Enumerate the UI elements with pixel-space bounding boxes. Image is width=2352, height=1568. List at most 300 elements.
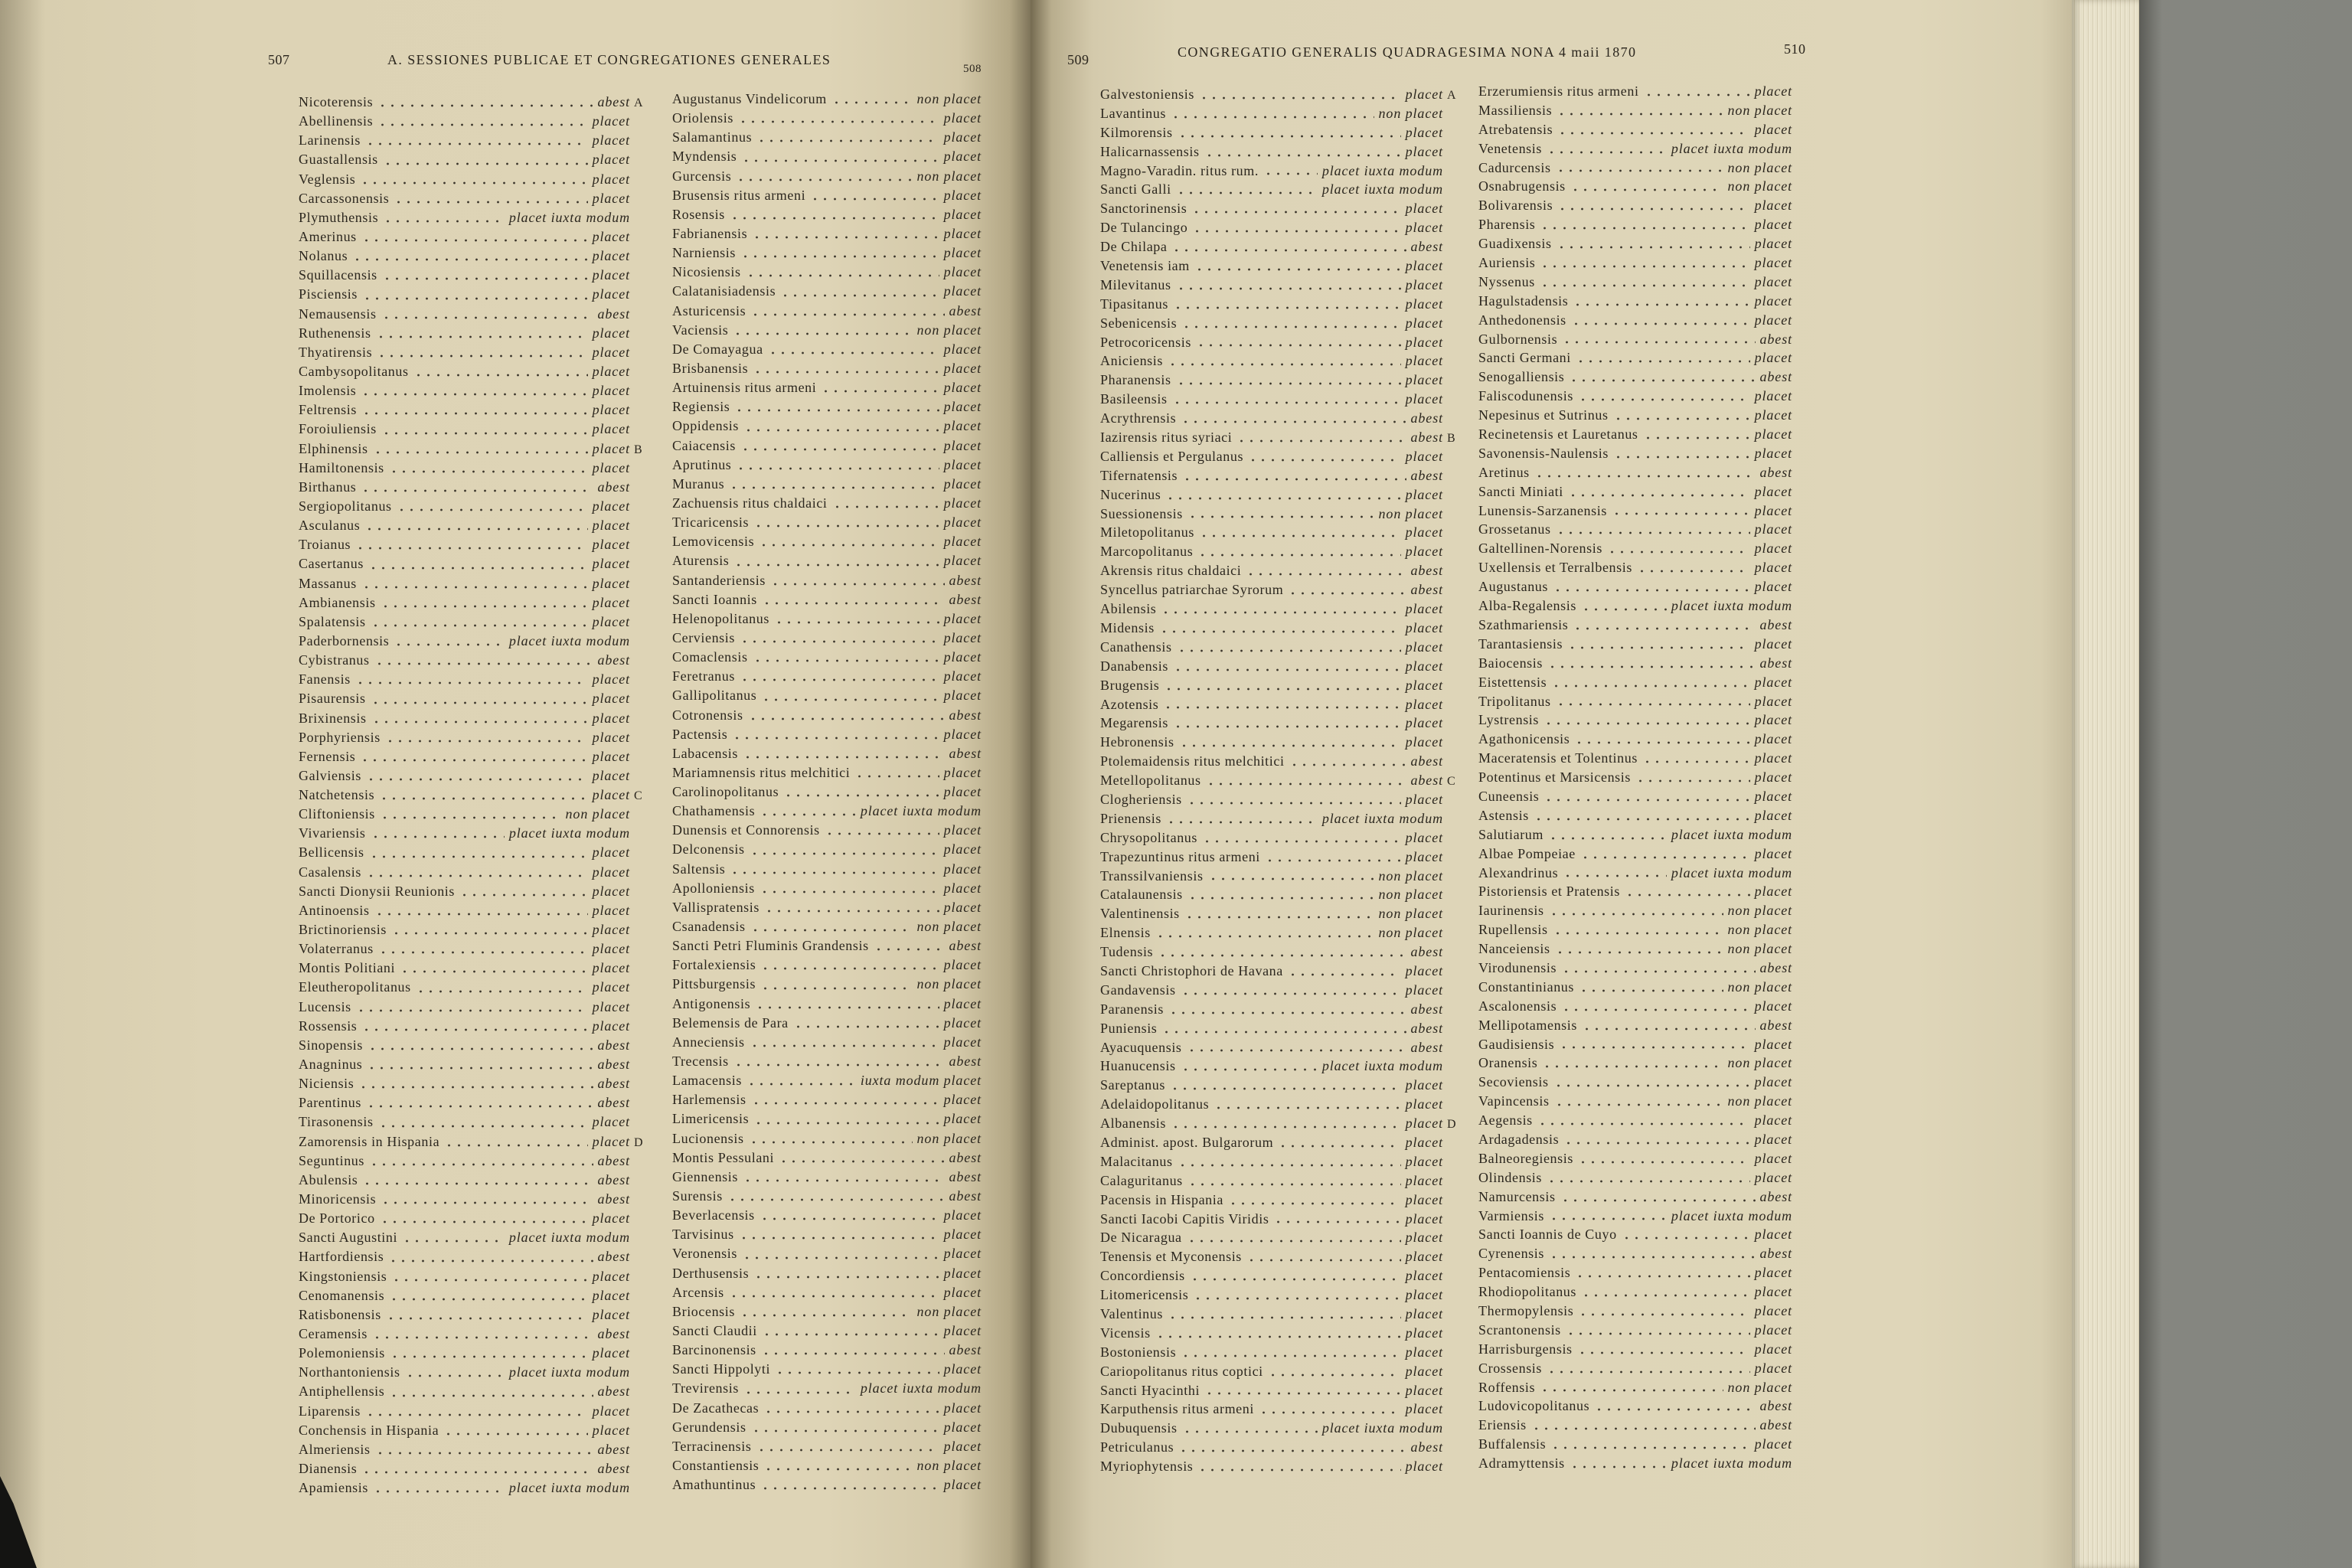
vote-value: placet [943,1284,982,1300]
see-name: Tirasonensis [299,1114,374,1130]
see-name: Harlemensis [672,1092,746,1108]
dot-leader [1544,787,1749,806]
dot-leader [746,263,939,282]
see-name: Abulensis [299,1171,358,1187]
dot-leader [1165,485,1400,505]
vote-value: placet [592,883,630,899]
vote-value: placet [943,861,982,877]
dot-leader [1194,256,1401,276]
see-name: Transsilvaniensis [1100,867,1204,884]
vote-value: placet [943,245,982,261]
list-item [1100,447,1460,466]
list-item [1478,406,1809,425]
see-name: Lamacensis [672,1073,742,1089]
list-item [672,648,998,667]
see-name: Sergiopolitanus [299,498,392,514]
list-item [1100,123,1460,142]
see-name: Asculanus [299,518,361,534]
reference-mark: C [634,789,643,803]
vote-value: placet [592,1403,630,1419]
dot-leader [750,917,913,936]
list-item [1478,292,1809,311]
dot-leader [377,93,593,112]
dot-leader [1214,1095,1400,1114]
dot-leader [1544,710,1750,730]
see-name: De Tulancingo [1100,220,1188,236]
list-item [1100,828,1460,848]
list-item [672,1437,998,1456]
page-vignette [0,0,46,1568]
see-name: Karputhensis ritus armeni [1100,1401,1254,1417]
vote-value: placet [943,880,982,896]
vote-value: placet [1405,353,1443,369]
see-name: Harrisburgensis [1478,1341,1573,1357]
vote-value: placet [1405,1077,1443,1093]
list-item [1478,806,1809,825]
dot-leader [361,381,587,400]
dot-leader [400,959,587,978]
vote-value: placet [592,1345,630,1361]
dot-leader [362,285,588,304]
dot-leader [1187,1228,1401,1247]
see-name: Feltrensis [299,402,357,418]
dot-leader [1158,942,1406,962]
see-name: Venetensis [1478,140,1542,156]
vote-value: placet [1405,829,1443,845]
list-item [1478,1207,1809,1226]
see-name: Galtellinen-Norensis [1478,541,1602,557]
list-item [1478,1378,1809,1397]
dot-leader [1187,790,1401,809]
list-item [672,147,998,166]
vote-value: placet [1754,1265,1792,1281]
dot-leader [371,709,588,728]
vote-value: placet [1405,601,1443,617]
list-item [1478,787,1809,806]
dot-leader [1540,253,1749,273]
dot-leader [1206,771,1406,790]
dot-leader [1554,1092,1723,1111]
vote-value: abest [597,1441,630,1457]
vote-value: placet [943,957,982,973]
see-name: Tarvisinus [672,1227,734,1243]
dot-leader [750,1033,939,1052]
see-name: Lucensis [299,998,351,1014]
vote-value: abest [949,1342,982,1358]
dot-leader [753,1264,939,1283]
list-item [299,535,647,554]
see-name: Troianus [299,537,351,553]
vote-value: placet iuxta modum [1321,1058,1443,1074]
see-name: Calliensis et Pergulanus [1100,448,1244,464]
see-name: Iaurinensis [1478,903,1544,919]
vote-value: placet [1754,521,1792,537]
vote-column [1478,82,1809,1473]
see-name: Canathensis [1100,639,1172,655]
see-name: Eriensis [1478,1417,1527,1433]
dot-leader [752,224,939,243]
dot-leader [365,1402,588,1421]
see-name: Tudensis [1100,944,1154,960]
see-name: Virodunensis [1478,959,1557,975]
dot-leader [832,494,939,513]
list-item [1478,577,1809,596]
vote-value: placet [1754,198,1792,214]
list-item [299,689,647,708]
vote-value: placet [592,459,630,475]
see-name: Eleutheropolitanus [299,979,411,995]
vote-value: abest [949,1188,982,1204]
dot-leader [1577,1340,1750,1359]
dot-leader [368,554,588,573]
see-name: Sancti Petri Fluminis Grandensis [672,938,869,954]
list-item [299,208,647,227]
vote-column [672,90,998,1494]
dot-leader [1246,1247,1401,1266]
vote-value: placet [1754,121,1792,137]
see-name: Amathuntinus [672,1477,756,1493]
see-name: Sancti Ioannis [672,591,757,607]
list-item [1478,1340,1809,1359]
see-name: Lavantinus [1100,105,1166,121]
vote-value: placet [943,610,982,626]
vote-value: placet [943,629,982,645]
dot-leader [365,131,588,150]
see-name: Eistettensis [1478,674,1547,690]
vote-value: abest [949,745,982,761]
vote-value: placet [1754,350,1792,366]
see-name: Secoviensis [1478,1074,1549,1090]
list-item [299,1478,647,1498]
see-name: Squillacensis [299,267,377,283]
dot-leader [741,147,939,166]
vote-value: placet [1405,619,1443,635]
list-item [299,939,647,959]
vote-value: abest [1759,1417,1792,1433]
list-item [672,109,998,128]
dot-leader [762,1321,939,1341]
vote-value: non placet [916,91,982,106]
list-item [1478,1396,1809,1416]
dot-leader [1540,215,1749,234]
see-name: Vapincensis [1478,1093,1550,1109]
vote-value: placet [943,688,982,704]
list-item [299,1190,647,1209]
vote-value: placet [1754,445,1792,461]
list-item [1100,809,1460,828]
list-item [299,439,647,459]
list-item [299,843,647,862]
list-item [1478,82,1809,101]
vote-value: placet [592,498,630,514]
dot-leader [1556,520,1750,539]
see-name: Antigonensis [672,995,751,1011]
vote-value: placet [943,1400,982,1416]
dot-leader [1556,692,1750,711]
see-name: Paderbornensis [299,632,390,648]
dot-leader [459,882,588,901]
see-name: Cybistranus [299,652,370,668]
dot-leader [358,1074,593,1093]
list-item [299,93,647,112]
vote-value: abest [1759,1017,1792,1033]
dot-leader [361,1017,587,1036]
dot-leader [1549,1244,1756,1263]
see-name: Birthanus [299,479,357,495]
vote-value: placet [1754,560,1792,576]
vote-value: placet [943,380,982,396]
dot-leader [1179,733,1401,752]
vote-value: placet [943,206,982,222]
list-item [672,936,998,956]
dot-leader [1155,1324,1401,1343]
dot-leader [367,1055,593,1074]
see-name: Gaudisiensis [1478,1036,1555,1052]
see-name: Natchetensis [299,787,375,803]
list-item [672,302,998,321]
see-name: Hartfordiensis [299,1249,384,1265]
see-name: Spalatensis [299,613,366,629]
list-item [672,571,998,590]
see-name: Alba-Regalensis [1478,598,1576,614]
list-item [1478,997,1809,1016]
vote-value: placet [943,553,982,569]
list-item [1478,348,1809,368]
list-item [1100,409,1460,428]
see-name: Roffensis [1478,1379,1536,1395]
list-item [1100,771,1460,790]
dot-leader [746,1071,856,1090]
list-item [1100,1247,1460,1266]
vote-value: placet [1405,391,1443,407]
see-name: Csanadensis [672,919,746,935]
list-item [1478,864,1809,883]
list-item [299,516,647,535]
see-name: Scrantonensis [1478,1321,1561,1338]
see-name: Pharanensis [1100,372,1171,388]
list-item [299,1093,647,1112]
vote-value: placet [1754,693,1792,709]
dot-leader [748,706,945,725]
dot-leader [1553,1073,1750,1092]
dot-leader [761,686,939,705]
dot-leader [389,459,588,478]
see-name: Gulbornensis [1478,331,1558,347]
vote-value: placet [943,726,982,742]
list-item [299,978,647,997]
see-name: Polemoniensis [299,1345,385,1361]
list-item [1478,177,1809,196]
vote-value: abest [1410,1020,1443,1036]
see-name: Senogalliensis [1478,369,1565,385]
list-item [1478,1130,1809,1149]
vote-value: non placet [916,168,982,184]
list-item [1478,215,1809,234]
dot-leader [774,609,939,629]
list-item [1478,558,1809,577]
see-name: Administ. apost. Bulgarorum [1100,1134,1274,1150]
vote-value: placet [943,149,982,165]
dot-leader [1569,368,1755,387]
dot-leader [374,651,593,670]
vote-value: abest [949,1054,982,1070]
see-name: Calaguritanus [1100,1172,1183,1188]
vote-value: placet iuxta modum [508,209,630,225]
see-name: Ruthenensis [299,325,371,341]
vote-value: placet [1405,1134,1443,1150]
see-name: Prienensis [1100,810,1161,826]
see-name: Vivariensis [299,825,366,841]
list-item [672,513,998,532]
list-item [672,1109,998,1129]
dot-leader [1172,390,1401,409]
list-item [1100,351,1460,371]
list-item [672,860,998,879]
list-item [672,840,998,859]
list-item [299,998,647,1017]
see-name: Mariamnensis ritus melchitici [672,764,851,780]
dot-leader [391,1267,587,1286]
vote-value: placet [1754,635,1792,652]
see-name: Foroiuliensis [299,421,377,437]
see-name: Miletopolitanus [1100,524,1194,541]
dot-leader [373,439,588,459]
list-item [1478,139,1809,158]
dot-leader [360,170,587,189]
vote-value: placet [1754,1303,1792,1318]
page-number-right-inner: 509 [1067,52,1089,67]
list-item [1100,466,1460,485]
dot-leader [443,1421,587,1440]
dot-leader [740,667,939,686]
see-name: Oppidensis [672,418,739,434]
dot-leader [775,1360,939,1379]
see-name: Constantinianus [1478,978,1574,995]
vote-value: abest [1759,655,1792,671]
list-item [672,224,998,243]
list-item [1478,825,1809,844]
vote-value: abest [1410,410,1443,426]
see-name: Santanderiensis [672,572,766,588]
list-item [1100,1381,1460,1400]
running-head-right: CONGREGATIO GENERALIS QUADRAGESIMA NONA 4 maii 1870 [1178,44,1637,60]
see-name: Lemovicensis [672,534,755,550]
vote-value: abest [1759,959,1792,975]
list-item [672,898,998,917]
dot-leader [1178,1152,1401,1171]
reference-mark: D [634,1135,644,1149]
dot-leader [742,1244,939,1263]
see-name: Pisaurensis [299,691,366,707]
vote-value: placet [592,1114,630,1130]
list-item [672,590,998,609]
see-name: Hagulstadensis [1478,292,1569,309]
vote-value: placet [592,748,630,764]
list-item [1478,463,1809,482]
list-item [1100,1191,1460,1210]
list-item [672,1341,998,1360]
dot-leader [444,1132,587,1152]
see-name: Larinensis [299,132,361,149]
vote-value: placet [943,225,982,241]
list-item [1478,959,1809,978]
vote-value: placet [1754,217,1792,233]
vote-value: placet [1754,712,1792,728]
see-name: Ptolemaidensis ritus melchitici [1100,753,1285,769]
list-item [1478,1187,1809,1207]
dot-leader [388,1247,593,1266]
dot-leader [874,936,945,956]
dot-leader [751,1090,939,1109]
dot-leader [733,321,912,340]
list-item [299,1036,647,1055]
list-item [299,670,647,689]
running-head-left: A. SESSIONES PUBLICAE ET CONGREGATIONES GENERALES [387,52,831,67]
dot-leader [1576,348,1750,368]
see-name: Guadixensis [1478,236,1552,252]
vote-value: abest [1759,1188,1792,1204]
vote-value: non placet [916,919,982,935]
dot-leader [1181,314,1400,333]
see-name: Marcopolitanus [1100,544,1194,560]
vote-value: abest [949,1168,982,1184]
list-item [1100,885,1460,904]
see-name: Cariopolitanus ritus coptici [1100,1363,1263,1379]
list-item [1100,1152,1460,1171]
see-name: Montis Politiani [299,960,396,976]
list-item [672,1264,998,1283]
list-item [1478,330,1809,349]
see-name: Cambysopolitanus [299,363,409,379]
list-item [299,131,647,150]
dot-leader [1173,657,1401,676]
vote-value: placet [1405,1116,1443,1132]
vote-value: placet [1405,1172,1443,1188]
dot-leader [1547,654,1756,673]
list-item [672,1456,998,1475]
dot-leader [1557,234,1750,253]
see-name: Lucionensis [672,1130,744,1146]
vote-value: non placet [1727,178,1792,194]
dot-leader [378,939,588,959]
dot-leader [1171,1114,1401,1133]
see-name: De Comayagua [672,341,763,357]
list-item [1100,1076,1460,1095]
vote-value: placet [1405,544,1443,560]
dot-leader [1551,673,1749,692]
list-item [1478,1168,1809,1187]
dot-leader [753,359,939,378]
see-name: Aretinus [1478,464,1530,480]
dot-leader [753,648,939,667]
see-name: Gurcensis [672,168,732,184]
see-name: Veglensis [299,171,356,187]
list-item [1100,1266,1460,1285]
vote-value: placet [1754,1321,1792,1338]
list-item [672,340,998,359]
vote-value: placet [943,1323,982,1338]
list-item [672,975,998,994]
dot-leader [369,1152,593,1171]
list-item [1478,1416,1809,1435]
vote-value: placet [1754,845,1792,861]
vote-value: non placet [916,1303,982,1319]
page-number-left-inner: 508 [963,63,982,75]
list-item [299,863,647,882]
vote-value: placet [592,190,630,206]
vote-value: placet iuxta modum [508,1230,630,1246]
list-item [1478,920,1809,939]
